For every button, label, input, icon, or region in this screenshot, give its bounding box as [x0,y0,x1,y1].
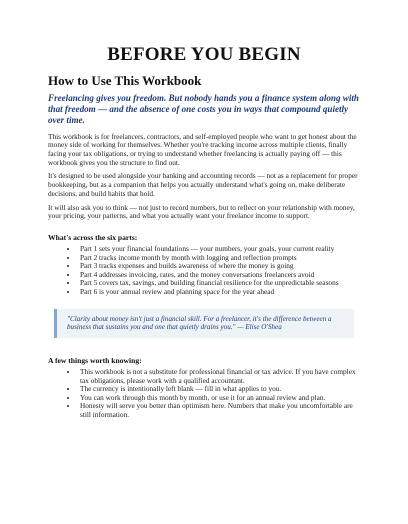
intro-paragraph-1: This workbook is for freelancers, contractors, and self-employed people who want to get honest about the money side of working for themselves. Whether you're tracking income across multiple clients, finally facing your tax obligations, or trying to understand whether freelancing is actually paying off — this workbook gives you the structure to find out. [48,131,357,167]
list-item: • Part 6 is your annual review and planning space for the year ahead [78,288,360,297]
list-item: • You can work through this month by month, or use it for an annual review and plan. [78,394,360,403]
pull-quote: "Clarity about money isn't just a financial skill. For a freelancer, it's the difference between a business that sustains you and one that quietly drains you." — Elise O'Shea [54,309,354,338]
list-item: • Part 2 tracks income month by month with logging and reflection prompts [78,254,360,263]
things-heading: A few things worth knowing: [48,355,142,365]
intro-paragraph-3: It will also ask you to think — not just to record numbers, but to reflect on your relationship with money, your pricing, your patterns, and what you actually want your freelance income to support. [48,202,355,221]
list-item: • Part 3 tracks expenses and builds awareness of where the money is going [78,262,360,271]
list-item: • Honesty will serve you better than optimism here. Numbers that make you uncomfortable are still information. [78,402,360,419]
section-heading: How to Use This Workbook [48,73,202,88]
page-title: BEFORE YOU BEGIN [107,44,301,65]
parts-heading: What's across the six parts: [48,232,138,242]
intro-paragraph-2: It's designed to be used alongside your banking and accounting records — not as a replacement for proper bookkeeping, but as a companion that helps you actually understand what's going on, make deliberate decisions, and build habits that hold. [48,171,358,198]
parts-list [48,245,360,297]
list-item: • Part 5 covers tax, savings, and building financial resilience for the unpredictable seasons [78,279,360,288]
list-item: • The currency is intentionally left blank — fill in what applies to you. [78,385,360,394]
things-list [48,368,360,420]
list-item: • Part 1 sets your financial foundations — your numbers, your goals, your current reality [78,245,360,254]
lead-text: Freelancing gives you freedom. But nobody hands you a finance system along with that freedom — and the absence of one costs you in ways that compound quietly over time. [48,93,359,126]
list-item: • This workbook is not a substitute for professional financial or tax advice. If you have complex tax obligations, please work with a qualified accountant. [78,368,360,385]
list-item: • Part 4 addresses invoicing, rates, and the money conversations freelancers avoid [78,271,360,280]
